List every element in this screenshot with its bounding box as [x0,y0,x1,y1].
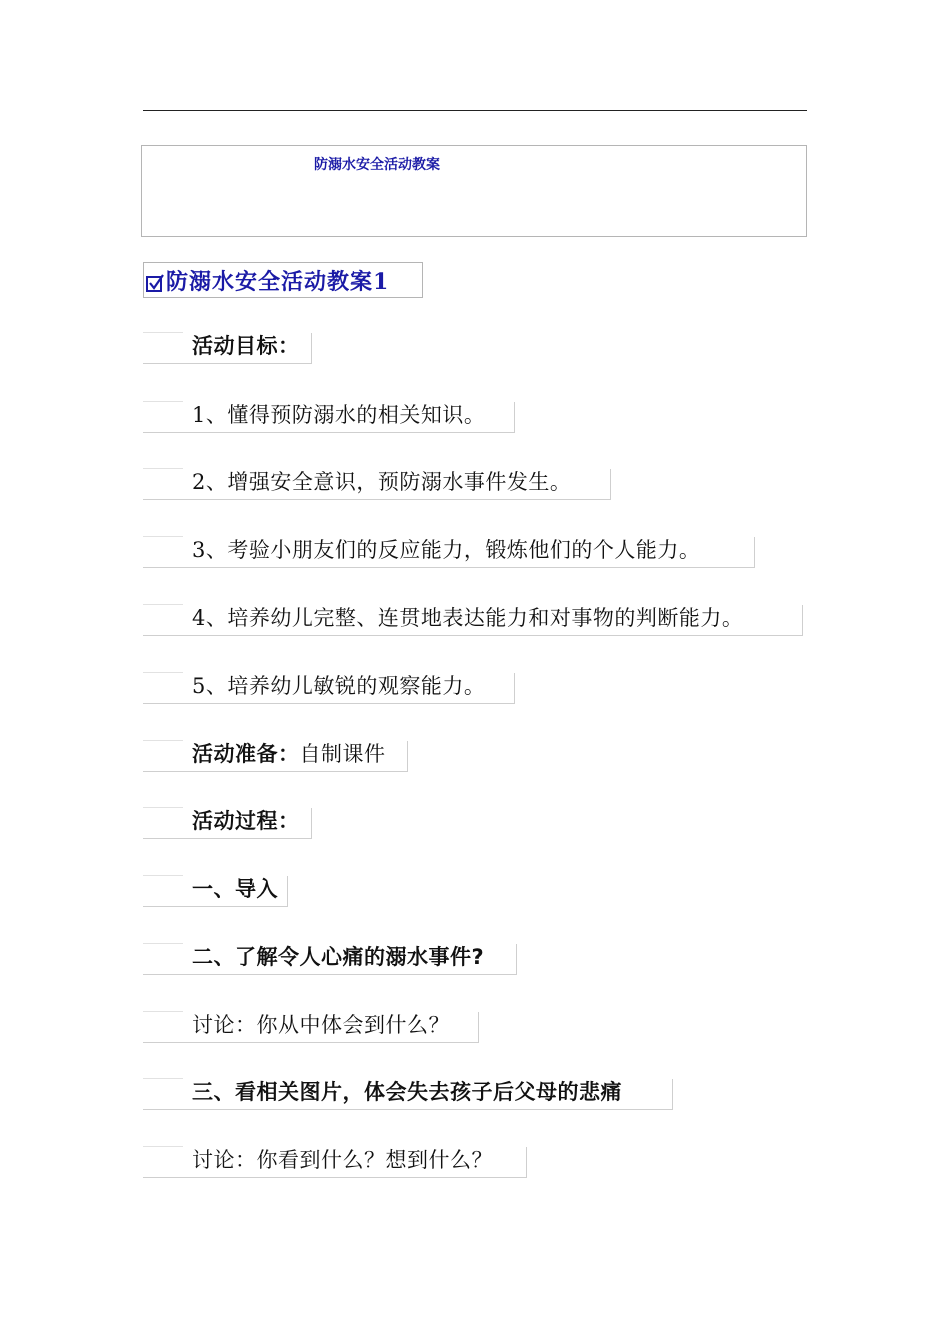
header-box [141,145,807,237]
discussion-text: 讨论：你看到什么？想到什么？ [192,1148,493,1172]
preparation-line [143,741,408,772]
objective-line-5 [143,673,515,704]
objective-line-1 [143,402,515,433]
objective-item: 3、考验小朋友们的反应能力，锻炼他们的个人能力。 [192,538,701,562]
step-heading: 二、了解令人心痛的溺水事件? [192,945,485,969]
step-2-line [143,944,517,975]
objective-item: 4、培养幼儿完整、连贯地表达能力和对事物的判断能力。 [192,606,744,630]
preparation-label: 活动准备： [192,742,300,766]
header-title: 防溺水安全活动教案 [314,157,440,173]
preparation [192,738,386,768]
step-3-line [143,1079,673,1110]
objectives-heading: 活动目标： [192,334,300,358]
step-heading: 一、导入 [192,877,278,901]
preparation-value: 自制课件 [299,742,386,766]
step-heading: 三、看相关图片，体会失去孩子后父母的悲痛 [192,1080,622,1104]
checkbox-checked-icon [146,274,164,292]
objective-item: 2、增强安全意识，预防溺水事件发生。 [192,470,572,494]
objective-line-3 [143,537,755,568]
objective-item: 5、培养幼儿敏锐的观察能力。 [192,674,486,698]
objectives-heading-line [143,333,312,364]
top-rule [143,110,807,111]
process-heading-line [143,808,312,839]
discussion-text: 讨论：你从中体会到什么？ [192,1013,450,1037]
discussion-1-line [143,1012,479,1043]
objective-item: 1、懂得预防溺水的相关知识。 [192,403,486,427]
step-1-line [143,876,288,907]
objective-line-4 [143,605,803,636]
objective-line-2 [143,469,611,500]
discussion-2-line [143,1147,527,1178]
section-title-text: 防溺水安全活动教案1 [166,268,390,295]
section-title [143,262,423,298]
process-heading: 活动过程： [192,809,300,833]
